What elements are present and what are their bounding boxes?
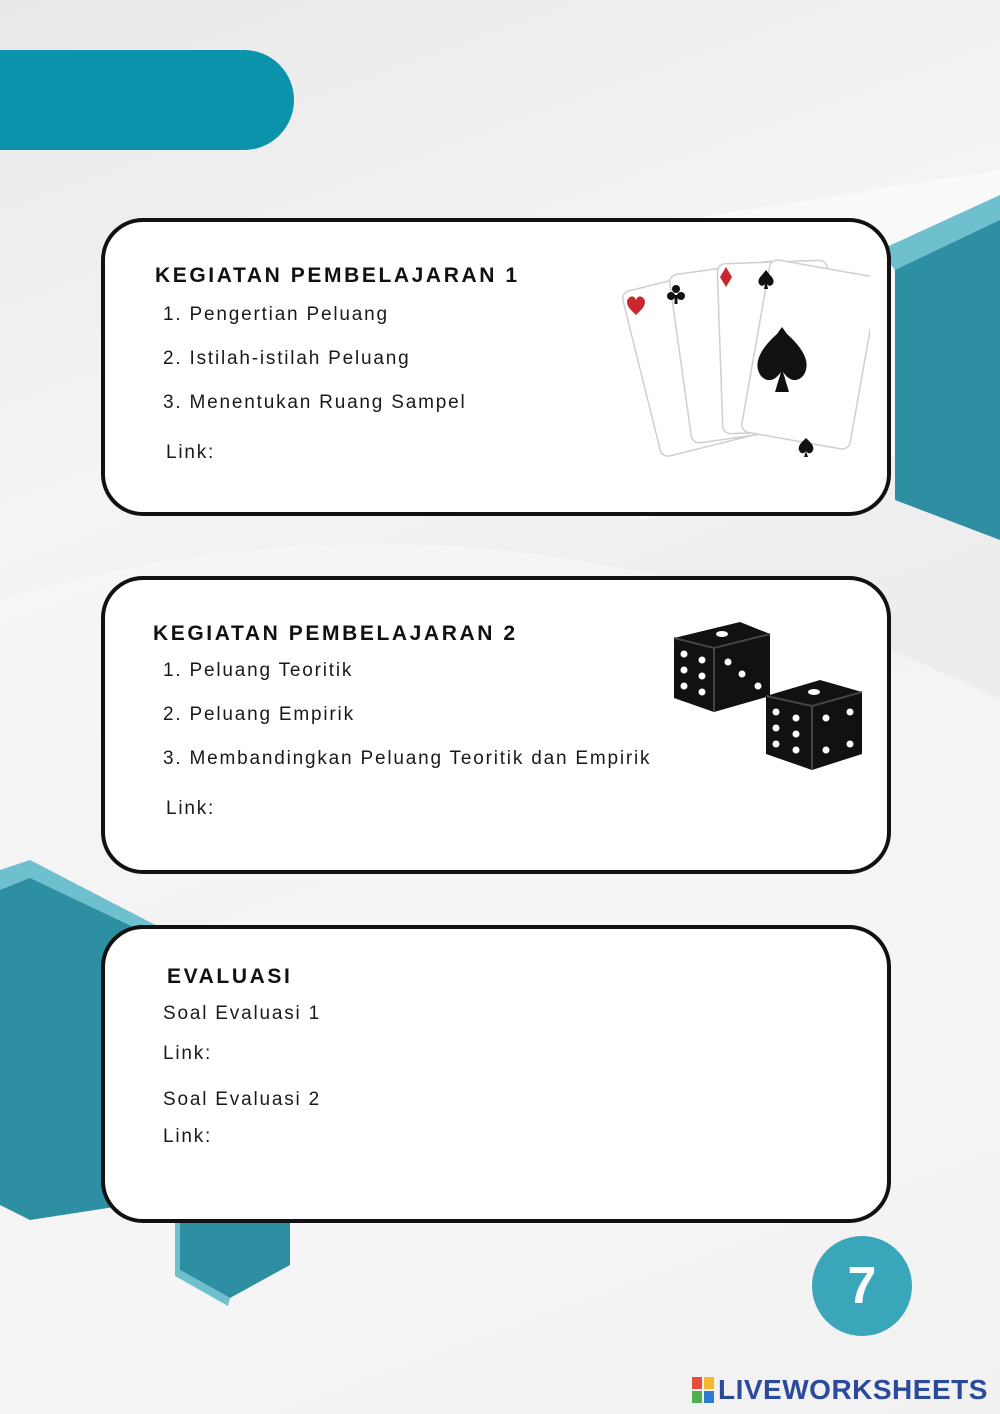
brand-name: LIVEWORKSHEETS (718, 1374, 988, 1405)
liveworksheets-logo-icon (692, 1377, 714, 1403)
playing-cards-icon (610, 247, 870, 477)
header-tab (0, 50, 294, 150)
page-number-badge: 7 (812, 1236, 912, 1336)
evaluation-1-link[interactable]: Link: (163, 1043, 213, 1064)
card-2-item-1: 1. Peluang Teoritik (163, 660, 354, 681)
card-1-title: KEGIATAN PEMBELAJARAN 1 (155, 264, 520, 287)
card-1-item-3: 3. Menentukan Ruang Sampel (163, 392, 467, 413)
dice-icon (670, 618, 870, 778)
evaluation-2-link[interactable]: Link: (163, 1126, 213, 1147)
card-1-item-2: 2. Istilah-istilah Peluang (163, 348, 411, 369)
card-2-item-2: 2. Peluang Empirik (163, 704, 355, 725)
evaluation-card (101, 925, 891, 1223)
learning-activity-2-card (101, 576, 891, 874)
liveworksheets-logo (692, 1372, 988, 1408)
card-2-link[interactable]: Link: (166, 798, 216, 819)
card-1-item-1: 1. Pengertian Peluang (163, 304, 389, 325)
card-2-item-3: 3. Membandingkan Peluang Teoritik dan Empirik (163, 748, 652, 769)
card-3-title: EVALUASI (167, 965, 293, 988)
card-1-link[interactable]: Link: (166, 442, 216, 463)
card-2-title: KEGIATAN PEMBELAJARAN 2 (153, 622, 518, 645)
learning-activity-1-card (101, 218, 891, 516)
evaluation-2-label: Soal Evaluasi 2 (163, 1089, 321, 1110)
evaluation-1-label: Soal Evaluasi 1 (163, 1003, 321, 1024)
